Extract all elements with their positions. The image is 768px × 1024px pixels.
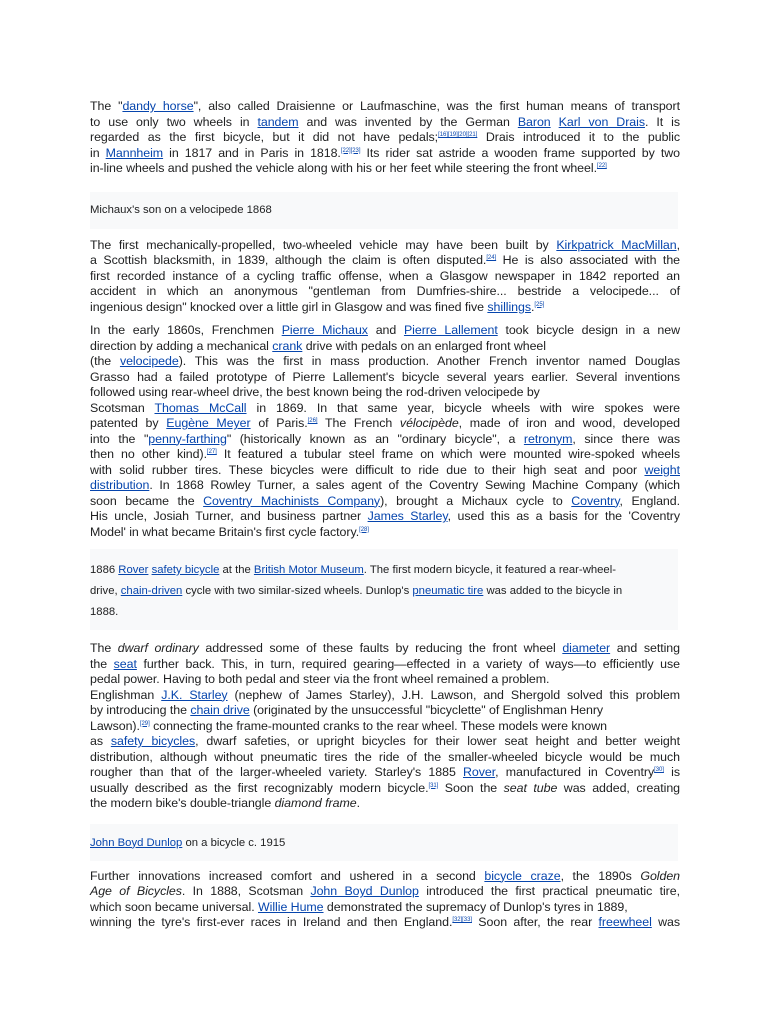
link-coventry[interactable]: Coventry (571, 493, 620, 508)
text: demonstrated the supremacy of Dunlop's tyres in 1889, (323, 899, 628, 914)
link-rover[interactable]: Rover (463, 765, 496, 779)
text-line (90, 339, 680, 355)
citation-ref[interactable]: [31] (428, 782, 439, 789)
citation-ref[interactable]: [26] (307, 418, 318, 424)
text: connecting the frame-mounted cranks to the rear wheel. These models were known (149, 718, 607, 733)
text-line: accident in which an anonymous "gentleman from Dumfries-shire... bestride a velocipede... of (90, 284, 680, 298)
text: , dwarf safeties, or upright bicycles for their lower seat height and better weight (195, 734, 680, 748)
link-weight-distribution[interactable]: distribution (90, 478, 150, 492)
text-line (90, 416, 680, 432)
text-line (90, 884, 680, 900)
paragraph-dandy-horse (90, 99, 680, 177)
link-weight-distribution[interactable]: weight (644, 462, 680, 477)
text: ). This was the first in mass production. Another French inventor named Douglas (178, 354, 680, 368)
text: ), brought a Michaux cycle to (380, 493, 572, 508)
text: Scotsman (90, 400, 155, 415)
text: was added to the bicycle in (483, 585, 623, 597)
link-shillings[interactable]: shillings (487, 299, 532, 314)
image-caption (90, 824, 678, 861)
text: . (356, 796, 360, 810)
text: was (651, 915, 681, 929)
text: Further innovations increased comfort and ushered in a second (90, 868, 485, 883)
text: The (90, 641, 118, 655)
italic-term: Golden (640, 868, 681, 883)
text: (the (90, 354, 120, 368)
link-james-starley[interactable]: James Starley (367, 509, 448, 523)
text: on a bicycle c. 1915 (182, 836, 286, 849)
paragraph-macmillan (90, 238, 680, 316)
link-velocipede[interactable]: velocipede (119, 354, 179, 368)
text: the modern bike's double-triangle (90, 796, 275, 810)
text: winning the tyre's first-ever races in Ireland and then England. (90, 915, 453, 929)
text: His uncle, Josiah Turner, and business partner (90, 509, 368, 523)
link-john-boyd-dunlop[interactable]: John Boyd Dunlop (310, 884, 419, 898)
text: at the (219, 564, 254, 576)
text-line (90, 130, 680, 146)
text-line (90, 447, 680, 463)
text: direction by adding a mechanical (90, 338, 273, 353)
citation-ref[interactable]: [25] (534, 301, 545, 308)
text: and (367, 323, 404, 337)
text-line (90, 432, 680, 448)
italic-term: Age of Bicycles (90, 884, 182, 898)
text: . It is (644, 114, 680, 129)
text: 1886 (90, 564, 119, 576)
text-line: Grasso had a failed prototype of Pierre Lallement's bicycle several years earlier. Several inventions (90, 369, 680, 384)
text: in 1817 and in Paris in 1818. (163, 145, 341, 160)
image-caption (90, 549, 678, 630)
text: introduced the first practical pneumatic tire, (418, 884, 680, 898)
text: " (historically known as an "ordinary bicycle", a (226, 431, 524, 446)
text: Soon the (438, 780, 504, 795)
image-caption (90, 192, 678, 229)
italic-term: diamond frame (274, 796, 357, 810)
caption-text: Michaux's son on a velocipede 1868 (90, 203, 272, 216)
text: , manufactured in Coventry (495, 765, 655, 779)
text-line (90, 401, 680, 417)
text: rougher than that of the larger-wheeled variety. Starley's 1885 (90, 765, 464, 779)
link-chain-drive[interactable]: chain drive (190, 703, 250, 717)
text: then no other kind). (90, 447, 207, 461)
text: of Paris. (250, 416, 308, 430)
text-line (90, 354, 680, 370)
text: with solid rubber tires. These bicycles were difficult to ride due to their high seat and poor (90, 462, 645, 477)
link-diameter[interactable]: diameter (562, 641, 611, 655)
link-bicycle-craze[interactable]: bicycle craze (484, 868, 561, 883)
text-line (90, 323, 680, 339)
link-pierre-michaux[interactable]: Pierre Michaux (281, 323, 368, 337)
link-dandy-horse[interactable]: dandy horse (122, 99, 194, 113)
paragraph-michaux (90, 323, 680, 540)
link-jk-starley[interactable]: J.K. Starley (161, 687, 228, 702)
text: Lawson). (90, 718, 140, 733)
text: in 1869. In that same year, bicycle wheels with wire spokes were (246, 400, 680, 415)
text: and setting (610, 641, 680, 655)
text: , England. (619, 493, 680, 508)
text: which soon became universal. (90, 899, 258, 914)
link-seat[interactable]: seat (113, 656, 137, 671)
text-line (90, 463, 680, 479)
text: into the " (90, 431, 149, 446)
text-line (90, 869, 680, 885)
citation-ref[interactable]: [28] (359, 526, 369, 533)
text: . In 1868 Rowley Turner, a sales agent of the Coventry Sewing Machine Company (which (149, 478, 680, 492)
text: Drais introduced it to the public (477, 130, 680, 144)
text: Englishman (90, 687, 162, 702)
text: and was invented by the German (298, 114, 518, 129)
text-line (90, 509, 680, 525)
text-line (90, 478, 680, 494)
text: usually described as the first recognizably modern bicycle. (90, 780, 429, 795)
text-line (90, 115, 680, 131)
link-rover[interactable]: Rover (118, 564, 149, 576)
text: addressed some of these faults by reducing the front wheel (198, 641, 563, 655)
text: drive, (90, 585, 121, 597)
caption-line (90, 834, 678, 852)
text: He is also associated with the (496, 253, 680, 267)
text-line: followed using rear-wheel drive, the best known being the rod-driven velocipede by (90, 385, 540, 399)
text-line (90, 657, 680, 673)
link-tandem[interactable]: tandem (257, 114, 299, 129)
link-british-motor-museum[interactable]: British Motor Museum (253, 564, 364, 576)
citation-ref[interactable]: [29] (139, 720, 150, 727)
text: ingenious design" knocked over a little girl in Glasgow and was fined five (90, 299, 488, 314)
text-line (90, 688, 680, 704)
article-content (90, 99, 680, 931)
link-kirkpatrick-macmillan[interactable]: Kirkpatrick MacMillan (556, 237, 677, 252)
text-line (90, 915, 680, 931)
link-penny-farthing[interactable]: penny-farthing (148, 431, 227, 446)
italic-term: dwarf ordinary (117, 641, 199, 655)
text-line (90, 525, 680, 541)
text-line (90, 99, 680, 115)
text-line (90, 161, 680, 177)
text: Its rider sat astride a wooden frame supported by two (360, 145, 680, 160)
italic-term: vélocipède (399, 416, 459, 430)
citation-ref[interactable]: [24] (486, 255, 497, 261)
text: a Scottish blacksmith, in 1839, although the claim is often disputed. (90, 253, 487, 267)
text: by introducing the (90, 703, 191, 717)
text: , made of iron and wood, developed (458, 416, 680, 430)
text-line (90, 146, 680, 162)
text: cycle with two similar-sized wheels. Dunlop's (182, 585, 413, 597)
text-line (90, 796, 680, 812)
text: in (90, 145, 106, 160)
text: In the early 1860s, Frenchmen (90, 323, 282, 337)
text: ", also called Draisienne or Laufmaschine, was the first human means of transport (193, 99, 680, 113)
caption-line: 1888. (90, 606, 119, 618)
citation-ref[interactable]: [22] (596, 163, 607, 169)
text: (nephew of James Starley), J.H. Lawson, and Shergold solved this problem (227, 687, 680, 702)
text: took bicycle design in a new (497, 323, 681, 337)
text-line: first recorded instance of a cycling traffic offense, when a Glasgow newspaper in 1842 reported an (90, 268, 680, 283)
link-pneumatic-tire[interactable]: pneumatic tire (412, 585, 484, 597)
citation-ref[interactable]: [30] (654, 767, 664, 773)
text-line (90, 238, 680, 254)
text: (originated by the unsuccessful "bicyclette" of Englishman Henry (249, 703, 604, 717)
caption-line (90, 581, 678, 602)
link-baron[interactable]: Baron (517, 114, 551, 129)
link-mannheim[interactable]: Mannheim (105, 145, 164, 160)
text-line (90, 900, 680, 916)
text-line (90, 703, 680, 719)
citation-ref[interactable]: [16][19][20][21] (438, 132, 478, 138)
citation-ref[interactable]: [32][33] (452, 917, 472, 923)
text: drive with pedals on an enlarged front wheel (302, 338, 546, 353)
text-line: distribution, although without pneumatic tires the ride of the smaller-wheeled bicycle would be much (90, 749, 680, 764)
link-john-boyd-dunlop[interactable]: John Boyd Dunlop (90, 836, 183, 849)
link-karl-von-drais[interactable]: Karl von Drais (558, 114, 645, 129)
text: as (90, 734, 111, 748)
caption-line (90, 560, 678, 581)
text: , (676, 237, 680, 252)
text: . The first modern bicycle, it featured a rear-wheel- (363, 564, 616, 576)
link-chain-driven[interactable]: chain-driven (120, 585, 183, 597)
text-line (90, 641, 680, 657)
link-retronym[interactable]: retronym (523, 431, 573, 446)
text: Model' in what became Britain's first cycle factory. (90, 524, 360, 539)
text-line (90, 719, 680, 735)
text: is (663, 765, 680, 779)
text-line (90, 734, 680, 750)
link-thomas-mccall[interactable]: Thomas McCall (154, 400, 247, 415)
link-willie-hume[interactable]: Willie Hume (257, 899, 324, 914)
text: the (90, 656, 114, 671)
italic-term: seat tube (503, 780, 558, 795)
link-eugene-meyer[interactable]: Eugène Meyer (166, 416, 251, 430)
text: was added, creating (557, 780, 681, 795)
text: Soon after, the rear (471, 915, 599, 929)
link-coventry-machinists-company[interactable]: Coventry Machinists Company (203, 493, 381, 508)
paragraph-dunlop (90, 869, 680, 931)
text: The first mechanically-propelled, two-wheeled vehicle may have been built by (90, 237, 557, 252)
text: patented by (90, 416, 167, 430)
link-safety-bicycle[interactable]: safety bicycle (151, 564, 220, 576)
text: , the 1890s (560, 868, 641, 883)
text: The French (317, 416, 400, 430)
paragraph-dwarf-ordinary (90, 641, 680, 812)
link-crank[interactable]: crank (272, 338, 303, 353)
citation-ref[interactable]: [27] (206, 449, 217, 455)
text-line (90, 300, 680, 316)
text: The " (90, 99, 123, 113)
text: , used this as a basis for the 'Coventry (447, 509, 681, 523)
text: further back. This, in turn, required gearing—effected in a variety of ways—to efficiently use (136, 656, 680, 671)
text-line (90, 494, 680, 510)
text: It featured a tubular steel frame on which were mounted wire-spoked wheels (216, 447, 680, 461)
link-safety-bicycles[interactable]: safety bicycles (110, 734, 196, 748)
text: soon became the (90, 493, 204, 508)
text-line: pedal power. Having to both pedal and steer via the front wheel remained a problem. (90, 672, 550, 686)
text-line (90, 765, 680, 781)
text: regarded as the first bicycle, but it did not have pedals; (90, 130, 439, 144)
text: . (531, 299, 535, 314)
link-freewheel[interactable]: freewheel (598, 915, 652, 929)
citation-ref[interactable]: [22][23] (340, 147, 361, 154)
link-pierre-lallement[interactable]: Pierre Lallement (403, 323, 498, 337)
text-line (90, 253, 680, 269)
text: , since there was (572, 431, 680, 446)
text: to use only two wheels in (90, 114, 258, 129)
text-line (90, 781, 680, 797)
text: . In 1888, Scotsman (181, 884, 311, 898)
text: in-line wheels and pushed the vehicle along with his or her feet while steering the front wheel. (90, 161, 597, 175)
